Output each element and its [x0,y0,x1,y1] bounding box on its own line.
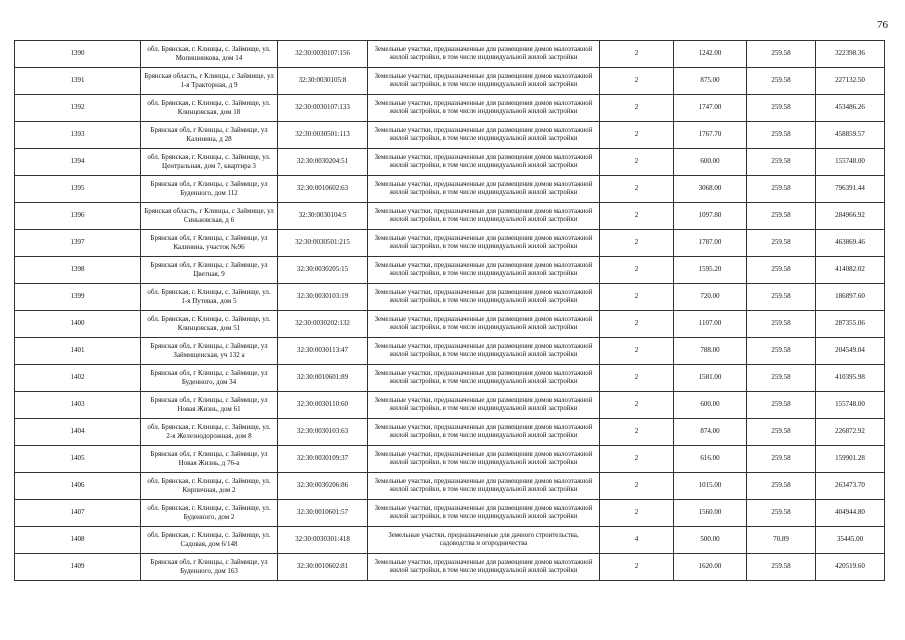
area-cell: 600.00 [674,392,747,419]
area-cell: 720.00 [674,284,747,311]
table-row [15,500,885,527]
specific-value-cell: 259.58 [747,41,816,68]
cadastral-value-cell: 226872.92 [816,419,885,446]
land-use-cell: Земельные участки, предназначенные для размещения домов малоэтажной жилой застройки, в том числе индивидуальной жилой застройки [368,41,600,68]
row-number-cell: 1403 [15,392,141,419]
cadastral-number-cell: 32:30:0010602:81 [278,554,368,581]
address-cell: Брянская обл, г Клинцы, с Займище, ул Цветная, 9 [141,257,278,284]
land-use-cell: Земельные участки, предназначенные для размещения домов малоэтажной жилой застройки, в том числе индивидуальной жилой застройки [368,446,600,473]
group-cell: 2 [600,68,674,95]
row-number-cell: 1400 [15,311,141,338]
specific-value-cell: 259.58 [747,284,816,311]
cadastral-number-cell: 32:30:0030105:8 [278,68,368,95]
group-cell: 2 [600,365,674,392]
address-cell: обл. Брянская, г. Клинцы, с. Займище, ул. Центральная, дом 7, квартира 3 [141,149,278,176]
land-use-cell: Земельные участки, предназначенные для размещения домов малоэтажной жилой застройки, в том числе индивидуальной жилой застройки [368,284,600,311]
cadastral-number-cell: 32:30:0030107:133 [278,95,368,122]
cadastral-number-cell: 32:30:0030205:15 [278,257,368,284]
cadastral-number-cell: 32:30:0030103:19 [278,284,368,311]
address-cell: Брянская обл, г Клинцы, с Займище, ул Буденного, дом 163 [141,554,278,581]
row-number-cell: 1407 [15,500,141,527]
area-cell: 1097.80 [674,203,747,230]
table-row [15,527,885,554]
land-use-cell: Земельные участки, предназначенные для размещения домов малоэтажной жилой застройки, в том числе индивидуальной жилой застройки [368,365,600,392]
group-cell: 2 [600,41,674,68]
table-row [15,311,885,338]
cadastral-value-cell: 159901.28 [816,446,885,473]
row-number-cell: 1401 [15,338,141,365]
area-cell: 1747.00 [674,95,747,122]
specific-value-cell: 259.58 [747,257,816,284]
group-cell: 2 [600,554,674,581]
cadastral-value-cell: 284966.92 [816,203,885,230]
address-cell: обл. Брянская, г. Клинцы, с. Займище, ул. Кирпичная, дом 2 [141,473,278,500]
area-cell: 500.00 [674,527,747,554]
specific-value-cell: 259.58 [747,149,816,176]
cadastral-value-table [14,40,885,581]
table-row [15,149,885,176]
table-row [15,230,885,257]
group-cell: 2 [600,473,674,500]
cadastral-number-cell: 32:30:0030104:5 [278,203,368,230]
row-number-cell: 1391 [15,68,141,95]
cadastral-number-cell: 32:30:0010602:63 [278,176,368,203]
row-number-cell: 1396 [15,203,141,230]
land-use-cell: Земельные участки, предназначенные для размещения домов малоэтажной жилой застройки, в том числе индивидуальной жилой застройки [368,230,600,257]
specific-value-cell: 259.58 [747,419,816,446]
specific-value-cell: 70.89 [747,527,816,554]
row-number-cell: 1395 [15,176,141,203]
land-use-cell: Земельные участки, предназначенные для размещения домов малоэтажной жилой застройки, в том числе индивидуальной жилой застройки [368,338,600,365]
group-cell: 2 [600,257,674,284]
address-cell: Брянская область, г Клинцы, с Займище, ул Синьковская, д 6 [141,203,278,230]
cadastral-value-cell: 204549.04 [816,338,885,365]
area-cell: 600.00 [674,149,747,176]
land-use-cell: Земельные участки, предназначенные для размещения домов малоэтажной жилой застройки, в том числе индивидуальной жилой застройки [368,149,600,176]
address-cell: Брянская обл, г Клинцы, с Займище, ул Займищенская, уч 132 а [141,338,278,365]
cadastral-value-cell: 414082.02 [816,257,885,284]
cadastral-value-cell: 410395.98 [816,365,885,392]
area-cell: 1767.70 [674,122,747,149]
specific-value-cell: 259.58 [747,203,816,230]
area-cell: 1595.20 [674,257,747,284]
cadastral-number-cell: 32:30:0030113:47 [278,338,368,365]
cadastral-value-cell: 35445.00 [816,527,885,554]
address-cell: обл. Брянская, г. Клинцы, с. Займище, ул. Клинцовская, дом 51 [141,311,278,338]
cadastral-number-cell: 32:30:0030204:51 [278,149,368,176]
address-cell: Брянская обл, г Клинцы, с Займище, ул Буденного, дом 34 [141,365,278,392]
table-row [15,41,885,68]
area-cell: 3068.00 [674,176,747,203]
row-number-cell: 1406 [15,473,141,500]
table-row [15,203,885,230]
cadastral-number-cell: 32:30:0010601:57 [278,500,368,527]
row-number-cell: 1398 [15,257,141,284]
group-cell: 4 [600,527,674,554]
land-use-cell: Земельные участки, предназначенные для размещения домов малоэтажной жилой застройки, в том числе индивидуальной жилой застройки [368,473,600,500]
row-number-cell: 1390 [15,41,141,68]
cadastral-number-cell: 32:30:0030206:86 [278,473,368,500]
specific-value-cell: 259.58 [747,365,816,392]
land-use-cell: Земельные участки, предназначенные для размещения домов малоэтажной жилой застройки, в том числе индивидуальной жилой застройки [368,122,600,149]
cadastral-value-cell: 420519.60 [816,554,885,581]
table-row [15,95,885,122]
group-cell: 2 [600,311,674,338]
cadastral-number-cell: 32:30:0030110:60 [278,392,368,419]
specific-value-cell: 259.58 [747,311,816,338]
specific-value-cell: 259.58 [747,500,816,527]
cadastral-number-cell: 32:30:0030301:418 [278,527,368,554]
row-number-cell: 1405 [15,446,141,473]
area-cell: 1242.00 [674,41,747,68]
group-cell: 2 [600,122,674,149]
cadastral-number-cell: 32:30:0030109:37 [278,446,368,473]
row-number-cell: 1393 [15,122,141,149]
address-cell: Брянская область, г Клинцы, с Займище, ул 1-я Тракторная, д 9 [141,68,278,95]
cadastral-value-cell: 322398.36 [816,41,885,68]
cadastral-value-cell: 155748.00 [816,392,885,419]
cadastral-number-cell: 32:30:0030501:215 [278,230,368,257]
specific-value-cell: 259.58 [747,122,816,149]
address-cell: Брянская обл, г Клинцы, с Займище, ул Новая Жизнь, дом 61 [141,392,278,419]
land-use-cell: Земельные участки, предназначенные для размещения домов малоэтажной жилой застройки, в том числе индивидуальной жилой застройки [368,500,600,527]
group-cell: 2 [600,500,674,527]
table-body [15,41,885,581]
group-cell: 2 [600,203,674,230]
table-row [15,68,885,95]
specific-value-cell: 259.58 [747,554,816,581]
area-cell: 1560.00 [674,500,747,527]
area-cell: 1015.00 [674,473,747,500]
land-use-cell: Земельные участки, предназначенные для размещения домов малоэтажной жилой застройки, в том числе индивидуальной жилой застройки [368,392,600,419]
land-use-cell: Земельные участки, предназначенные для размещения домов малоэтажной жилой застройки, в том числе индивидуальной жилой застройки [368,203,600,230]
address-cell: Брянская обл, г Клинцы, с Займище, ул Калинина, д 28 [141,122,278,149]
land-use-cell: Земельные участки, предназначенные для размещения домов малоэтажной жилой застройки, в том числе индивидуальной жилой застройки [368,176,600,203]
specific-value-cell: 259.58 [747,176,816,203]
group-cell: 2 [600,419,674,446]
area-cell: 874.00 [674,419,747,446]
area-cell: 1581.00 [674,365,747,392]
row-number-cell: 1392 [15,95,141,122]
group-cell: 2 [600,230,674,257]
table-row [15,419,885,446]
address-cell: обл. Брянская, г. Клинцы, с. Займище, ул. Мопишникова, дом 14 [141,41,278,68]
row-number-cell: 1402 [15,365,141,392]
area-cell: 875.00 [674,68,747,95]
table-row [15,365,885,392]
cadastral-number-cell: 32:30:0030107:156 [278,41,368,68]
table-row [15,122,885,149]
table-row [15,392,885,419]
specific-value-cell: 259.58 [747,392,816,419]
address-cell: обл. Брянская, г. Клинцы, с. Займище, ул. Буденного, дом 2 [141,500,278,527]
row-number-cell: 1399 [15,284,141,311]
cadastral-number-cell: 32:30:0030103:63 [278,419,368,446]
row-number-cell: 1404 [15,419,141,446]
row-number-cell: 1408 [15,527,141,554]
table-row [15,257,885,284]
page-number: 76 [877,19,888,31]
row-number-cell: 1394 [15,149,141,176]
group-cell: 2 [600,149,674,176]
land-use-cell: Земельные участки, предназначенные для размещения домов малоэтажной жилой застройки, в том числе индивидуальной жилой застройки [368,95,600,122]
cadastral-value-cell: 287355.06 [816,311,885,338]
group-cell: 2 [600,95,674,122]
row-number-cell: 1397 [15,230,141,257]
specific-value-cell: 259.58 [747,68,816,95]
address-cell: обл. Брянская, г. Клинцы, с. Займище, ул. 1-я Путевая, дом 5 [141,284,278,311]
specific-value-cell: 259.58 [747,338,816,365]
address-cell: Брянская обл, г Клинцы, с Займище, ул Новая Жизнь, д 76-а [141,446,278,473]
address-cell: Брянская обл, г Клинцы, с Займище, ул Буденного, дом 112 [141,176,278,203]
area-cell: 1107.00 [674,311,747,338]
land-use-cell: Земельные участки, предназначенные для размещения домов малоэтажной жилой застройки, в том числе индивидуальной жилой застройки [368,419,600,446]
cadastral-number-cell: 32:30:0030202:132 [278,311,368,338]
area-cell: 1787.00 [674,230,747,257]
group-cell: 2 [600,176,674,203]
land-use-cell: Земельные участки, предназначенные для размещения домов малоэтажной жилой застройки, в том числе индивидуальной жилой застройки [368,554,600,581]
table-row [15,446,885,473]
address-cell: обл. Брянская, г. Клинцы, с. Займище, ул. Клинцовская, дом 18 [141,95,278,122]
table-row [15,176,885,203]
area-cell: 616.00 [674,446,747,473]
address-cell: Брянская обл, г Клинцы, с Займище, ул Калинина, участок №96 [141,230,278,257]
table-row [15,473,885,500]
cadastral-value-cell: 796391.44 [816,176,885,203]
cadastral-value-cell: 155748.00 [816,149,885,176]
area-cell: 1620.00 [674,554,747,581]
address-cell: обл. Брянская, г. Клинцы, с. Займище, ул. 2-я Железнодорожная, дом 8 [141,419,278,446]
cadastral-value-cell: 227132.50 [816,68,885,95]
land-use-cell: Земельные участки, предназначенные для дачного строительства, садоводства и огородничества [368,527,600,554]
group-cell: 2 [600,284,674,311]
table-row [15,284,885,311]
specific-value-cell: 259.58 [747,473,816,500]
cadastral-number-cell: 32:30:0010601:89 [278,365,368,392]
group-cell: 2 [600,392,674,419]
land-use-cell: Земельные участки, предназначенные для размещения домов малоэтажной жилой застройки, в том числе индивидуальной жилой застройки [368,257,600,284]
table-row [15,338,885,365]
cadastral-number-cell: 32:30:0030501:113 [278,122,368,149]
cadastral-value-cell: 263473.70 [816,473,885,500]
group-cell: 2 [600,338,674,365]
cadastral-value-cell: 404944.80 [816,500,885,527]
cadastral-value-cell: 458859.57 [816,122,885,149]
specific-value-cell: 259.58 [747,446,816,473]
area-cell: 788.00 [674,338,747,365]
cadastral-value-cell: 186897.60 [816,284,885,311]
cadastral-value-cell: 453486.26 [816,95,885,122]
specific-value-cell: 259.58 [747,230,816,257]
land-use-cell: Земельные участки, предназначенные для размещения домов малоэтажной жилой застройки, в том числе индивидуальной жилой застройки [368,311,600,338]
table-row [15,554,885,581]
specific-value-cell: 259.58 [747,95,816,122]
cadastral-value-cell: 463869.46 [816,230,885,257]
address-cell: обл. Брянская, г. Клинцы, с. Займище, ул. Садовая, дом 6/148 [141,527,278,554]
row-number-cell: 1409 [15,554,141,581]
group-cell: 2 [600,446,674,473]
land-use-cell: Земельные участки, предназначенные для размещения домов малоэтажной жилой застройки, в том числе индивидуальной жилой застройки [368,68,600,95]
